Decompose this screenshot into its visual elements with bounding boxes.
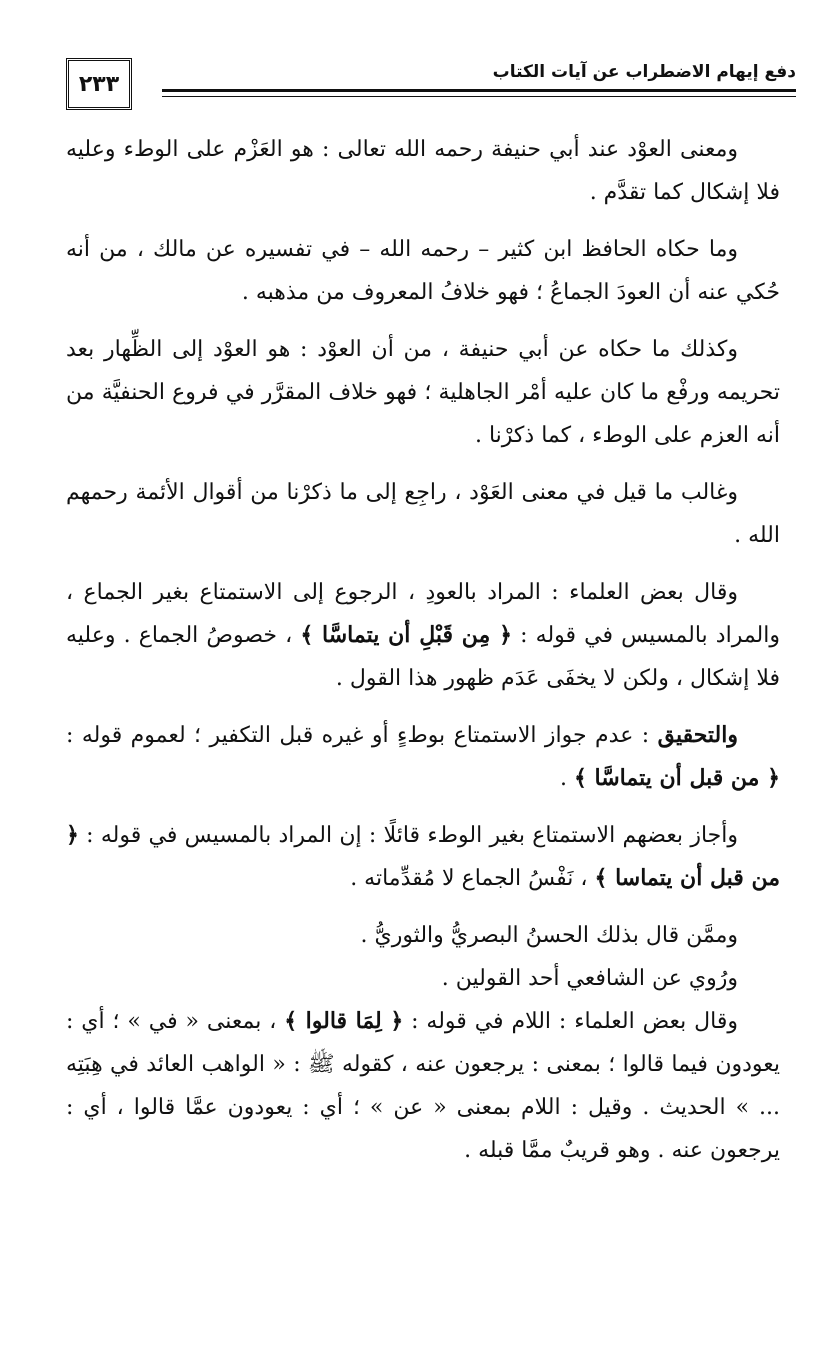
running-title: دفع إيهام الاضطراب عن آيات الكتاب (492, 62, 796, 82)
header-rule-thick (162, 89, 796, 92)
paragraph-10-text-b: ، بمعنى « في » ؛ أي : يعودون فيما قالوا ؛ بمعنى : يرجعون عنه ، كقوله ﷺ : « الواهب العائد في هِبَتِه ... » الحديث . وقيل : اللام بمعنى « عن » ؛ أي : يعودون عمَّا قالوا ، أي : يرجعون عنه . وهو قريبٌ ممَّا قبله . (66, 1009, 780, 1163)
page-body (66, 128, 780, 1186)
paragraph-6-text-a: : عدم جواز الاستمتاع بوطءٍ أو غيره قبل التكفير ؛ لعموم قوله : (66, 723, 658, 748)
page-number: ٢٣٣ (66, 58, 132, 110)
paragraph-5 (66, 571, 780, 700)
paragraph-5-text-a: وقال بعض العلماء : المراد بالعودِ ، الرجوع إلى الاستمتاع بغير الجماع ، والمراد بالمسيس في قوله : (66, 580, 780, 648)
paragraph-5-text-b: ، خصوصُ الجماع . وعليه فلا إشكال ، ولكن لا يخفَى عَدَم ظهور هذا القول . (66, 623, 780, 691)
paragraph-7 (66, 814, 780, 900)
paragraph-2: وما حكاه الحافظ ابن كثير – رحمه الله – في تفسيره عن مالك ، من أنه حُكي عنه أن العودَ الجماعُ ؛ فهو خلافُ المعروف من مذهبه . (66, 237, 780, 305)
paragraph-10 (66, 1000, 780, 1172)
paragraph-1: ومعنى العوْد عند أبي حنيفة رحمه الله تعالى : هو العَزْم على الوطء وعليه فلا إشكال كما تقدَّم . (66, 137, 780, 205)
paragraph-7-text-b: ، نَفْسُ الجماع لا مُقدِّماته . (350, 866, 595, 891)
quran-quote: ﴿ مِن قَبْلِ أن يتماسَّا ﴾ (300, 622, 512, 648)
paragraph-7-text-a: وأجاز بعضهم الاستمتاع بغير الوطء قائلًا : إن المراد بالمسيس في قوله : (78, 823, 738, 848)
paragraph-6-text-b: . (559, 766, 574, 791)
paragraph-9: ورُوي عن الشافعي أحد القولين . (441, 966, 738, 991)
quran-quote: ﴿ من قبل أن يتماسا ﴾ (66, 822, 780, 891)
quran-quote: ﴿ من قبل أن يتماسَّا ﴾ (573, 765, 780, 791)
paragraph-6 (66, 714, 780, 800)
paragraph-6-label: والتحقيق (657, 722, 738, 748)
paragraph-8: وممَّن قال بذلك الحسنُ البصريُّ والثوريُّ . (360, 923, 738, 948)
paragraph-3: وكذلك ما حكاه عن أبي حنيفة ، من أن العوْد : هو العوْد إلى الظِّهار بعد تحريمه ورفْع ما كان عليه أمْر الجاهلية ؛ فهو خلاف المقرَّر في فروع الحنفيَّة من أنه العزم على الوطء ، كما ذكرْنا . (66, 337, 780, 448)
paragraph-4: وغالب ما قيل في معنى العَوْد ، راجِع إلى ما ذكرْنا من أقوال الأئمة رحمهم الله . (66, 480, 780, 548)
quran-quote: ﴿ لِمَا قالوا ﴾ (284, 1008, 404, 1034)
header-rule-thin (162, 96, 796, 97)
paragraph-10-text-a: وقال بعض العلماء : اللام في قوله : (403, 1009, 738, 1034)
